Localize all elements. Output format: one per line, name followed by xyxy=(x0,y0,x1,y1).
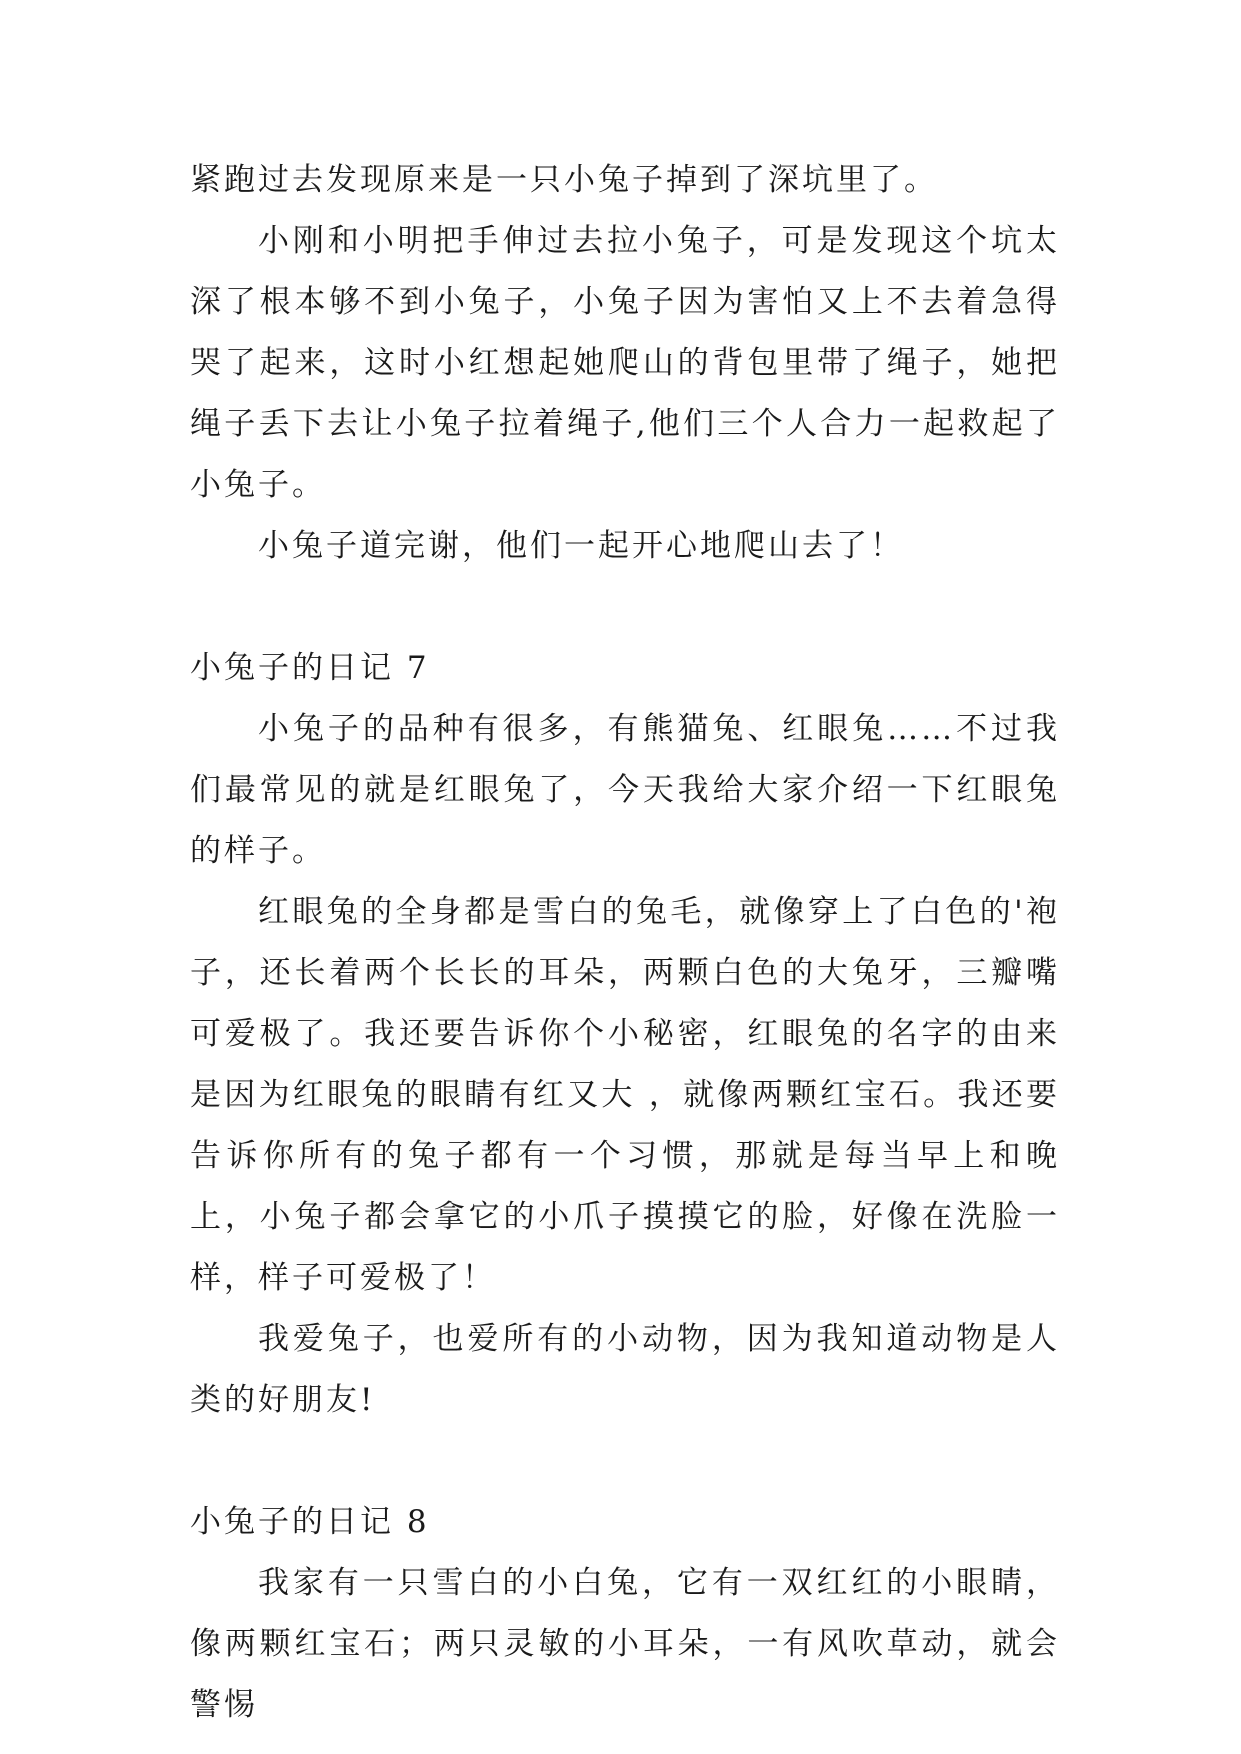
paragraph-thanks: 小兔子道完谢，他们一起开心地爬山去了！ xyxy=(258,528,904,564)
section-heading-8: 小兔子的日记 8 xyxy=(190,1504,430,1540)
paragraph-rescue: 小刚和小明把手伸过去拉小兔子，可是发现这个坑太深了根本够不到小兔子，小兔子因为害怕又上不去着急得哭了起来，这时小红想起她爬山的背包里带了绳子，她把绳子丢下去让小兔子拉着绳子,他们三个人合力一起救起了小兔子。 xyxy=(190,223,1060,503)
paragraph-white-rabbit: 我家有一只雪白的小白兔，它有一双红红的小眼睛，像两颗红宝石；两只灵敏的小耳朵，一有风吹草动，就会警惕 xyxy=(190,1565,1060,1723)
paragraph-continued: 紧跑过去发现原来是一只小兔子掉到了深坑里了。 xyxy=(190,162,938,198)
document-body xyxy=(190,150,1060,1736)
paragraph-love-animals: 我爱兔子，也爱所有的小动物，因为我知道动物是人类的好朋友! xyxy=(190,1321,1060,1418)
paragraph-breeds: 小兔子的品种有很多，有熊猫兔、红眼兔……不过我们最常见的就是红眼兔了，今天我给大家介绍一下红眼兔的样子。 xyxy=(190,711,1060,869)
section-heading-7: 小兔子的日记 7 xyxy=(190,650,430,686)
paragraph-appearance: 红眼兔的全身都是雪白的兔毛，就像穿上了白色的'袍子，还长着两个长长的耳朵，两颗白色的大兔牙，三瓣嘴可爱极了。我还要告诉你个小秘密，红眼兔的名字的由来是因为红眼兔的眼睛有红又大 ，就像两颗红宝石。我还要告诉你所有的兔子都有一个习惯，那就是每当早上和晚上，小兔子都会拿它的小爪子摸摸它的脸，好像在洗脸一样，样子可爱极了！ xyxy=(190,894,1060,1296)
